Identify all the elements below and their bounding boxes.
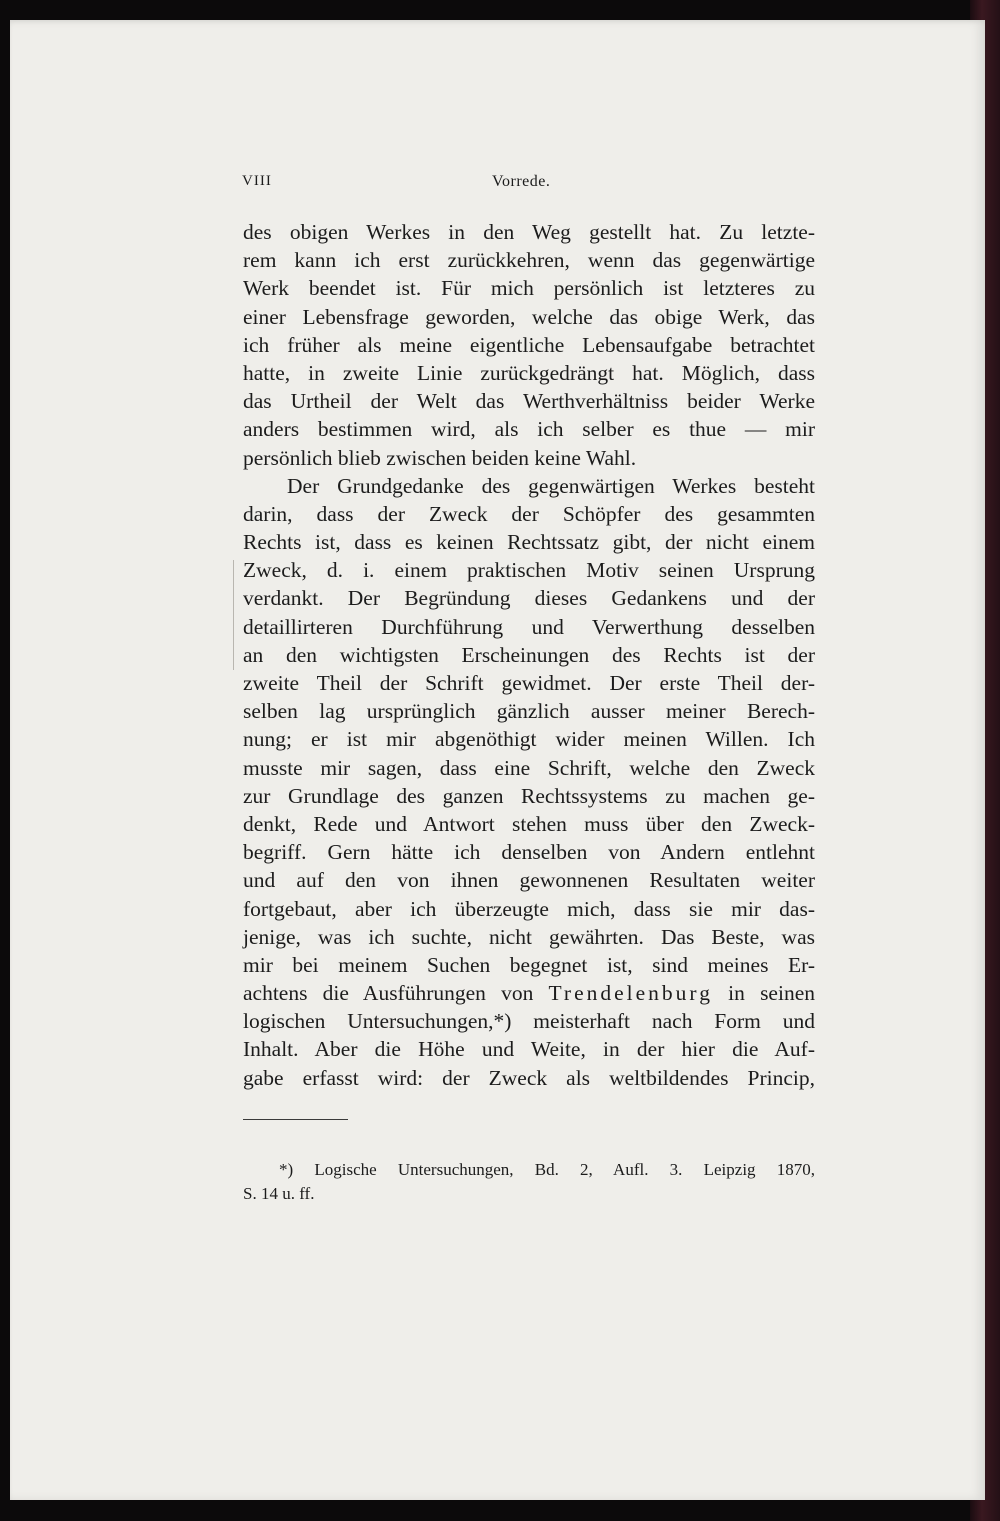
text-line: mir bei meinem Suchen begegnet ist, sind meines Er-	[243, 952, 815, 977]
text-line: musste mir sagen, dass eine Schrift, welche den Zweck	[243, 755, 815, 780]
page-number: VIII	[242, 173, 272, 189]
text-line: anders bestimmen wird, als ich selber es thue — mir	[243, 417, 815, 442]
text-line: selben lag ursprünglich gänzlich ausser meiner Berech-	[243, 699, 815, 724]
text-line: Inhalt. Aber die Höhe und Weite, in der hier die Auf-	[243, 1037, 815, 1062]
text-line: Zweck, d. i. einem praktischen Motiv seinen Ursprung	[243, 558, 815, 583]
text-line: denkt, Rede und Antwort stehen muss über den Zweck-	[243, 811, 815, 836]
author-name-spaced: Trendelenburg	[548, 981, 713, 1006]
footnote-line: *) Logische Untersuchungen, Bd. 2, Aufl. 3. Leipzig 1870,	[279, 1160, 815, 1179]
text-line: rem kann ich erst zurückkehren, wenn das gegenwärtige	[243, 248, 815, 273]
text-line: und auf den von ihnen gewonnenen Resultaten weiter	[243, 868, 815, 893]
text-line: Rechts ist, dass es keinen Rechtssatz gibt, der nicht einem	[243, 530, 815, 555]
text-line: begriff. Gern hätte ich denselben von Andern entlehnt	[243, 840, 815, 865]
text-line: verdankt. Der Begründung dieses Gedankens und der	[243, 586, 815, 611]
running-title: Vorrede.	[492, 173, 551, 190]
text-line: an den wichtigsten Erscheinungen des Rechts ist der	[243, 642, 815, 667]
text-line-with-name	[243, 979, 815, 1007]
text-line: ich früher als meine eigentliche Lebensaufgabe betrachtet	[243, 332, 815, 357]
text-line: zur Grundlage des ganzen Rechtssystems zu machen ge-	[243, 783, 815, 808]
text-line: das Urtheil der Welt das Werthverhältniss beider Werke	[243, 389, 815, 414]
text-line: nung; er ist mir abgenöthigt wider meinen Willen. Ich	[243, 727, 815, 752]
text-line: einer Lebensfrage geworden, welche das obige Werk, das	[243, 304, 815, 329]
paragraph-end-line: persönlich blieb zwischen beiden keine Wahl.	[243, 445, 637, 470]
running-header	[242, 173, 812, 195]
footnote-line: S. 14 u. ff.	[243, 1184, 315, 1203]
text-line: jenige, was ich suchte, nicht gewährten. Das Beste, was	[243, 924, 815, 949]
text-line: fortgebaut, aber ich überzeugte mich, dass sie mir das-	[243, 896, 815, 921]
body-text	[243, 218, 815, 1092]
book-page	[10, 20, 985, 1500]
text-line: Werk beendet ist. Für mich persönlich ist letzteres zu	[243, 276, 815, 301]
footnote-divider	[243, 1119, 348, 1120]
footnote	[243, 1158, 815, 1206]
paragraph-start-line: Der Grundgedanke des gegenwärtigen Werkes besteht	[287, 473, 815, 498]
text-line: hatte, in zweite Linie zurückgedrängt hat. Möglich, dass	[243, 360, 815, 385]
text-line: detaillirteren Durchführung und Verwerthung desselben	[243, 614, 815, 639]
text-line: logischen Untersuchungen,*) meisterhaft nach Form und	[243, 1009, 815, 1034]
text-line: gabe erfasst wird: der Zweck als weltbildendes Princip,	[243, 1065, 815, 1090]
text-line: darin, dass der Zweck der Schöpfer des gesammten	[243, 501, 815, 526]
margin-pencil-mark	[233, 560, 234, 670]
text-fragment: in seinen	[728, 981, 815, 1006]
text-fragment: achtens die Ausführungen von	[243, 981, 534, 1006]
text-line: des obigen Werkes in den Weg gestellt hat. Zu letzte-	[243, 220, 815, 244]
text-line: zweite Theil der Schrift gewidmet. Der erste Theil der-	[243, 671, 815, 695]
